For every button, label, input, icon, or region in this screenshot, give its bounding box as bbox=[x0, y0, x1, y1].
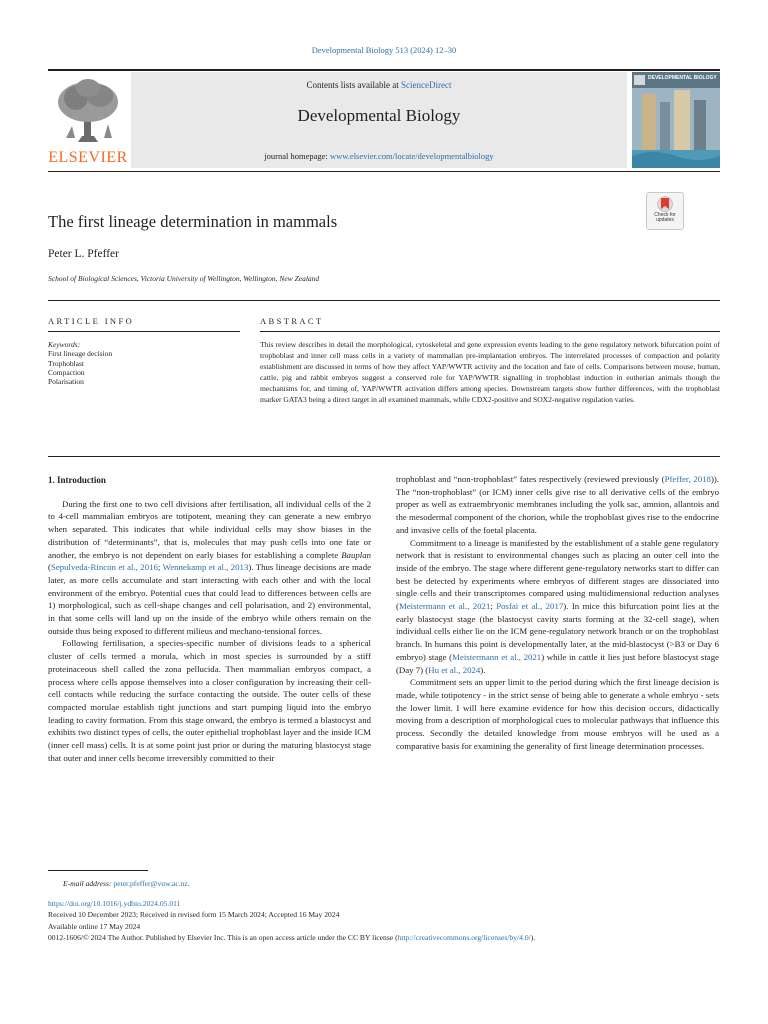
journal-cover-thumbnail[interactable] bbox=[632, 72, 720, 168]
citation-link[interactable]: Meistermann et al., 2021 bbox=[452, 651, 542, 662]
author-affiliation: School of Biological Sciences, Victoria University of Wellington, Wellington, New Zealand bbox=[48, 274, 320, 283]
contents-line bbox=[131, 80, 627, 90]
journal-title: Developmental Biology bbox=[297, 106, 461, 125]
body-column-left bbox=[48, 474, 371, 764]
footnotes bbox=[48, 878, 720, 943]
homepage-link[interactable]: www.elsevier.com/locate/developmentalbiology bbox=[329, 151, 494, 161]
keywords-block bbox=[48, 340, 240, 386]
article-info-rule bbox=[48, 331, 240, 332]
citation-link[interactable]: Meistermann et al., 2021 bbox=[398, 601, 491, 612]
email-link[interactable]: peter.pfeffer@vuw.ac.nz bbox=[113, 879, 188, 888]
contents-prefix: Contents lists available at bbox=[306, 80, 401, 90]
keyword-item: Trophoblast bbox=[48, 358, 84, 368]
article-info-heading: ARTICLE INFO bbox=[48, 316, 135, 326]
received-dates: Received 10 December 2023; Received in revised form 15 March 2024; Accepted 16 May 2024 bbox=[48, 910, 340, 920]
doi-link-line bbox=[48, 898, 720, 909]
doi-link[interactable]: https://doi.org/10.1016/j.ydbio.2024.05.011 bbox=[48, 899, 181, 909]
citation-link[interactable]: Wennekamp et al., 2013 bbox=[162, 562, 249, 573]
body-paragraph: Following fertilisation, a species-specific number of divisions leads to a spherical cluster of cells termed a morula, which in most species is surrounded by a stiff proteinaceous shell called the zona pellucida. Then mammalian embryos compact, a process where cells appose themselves into a closer configuration by increasing their cell-cell contacts while reducing the surface contacting the outside. The outer cells of these compacted morulae establish tight junctions and start pumping liquid into the embryo leading to cavity formation. From this stage onward, the embryo is termed a blastocyst and exhibits two distinct types of cells, the outer epithelial trophoblast layer and the inside ICM (inner cell mass) cells. It is at some point just prior or during the maturing blastocyst stage that outer and inner cells become irreversibly committed to their bbox=[48, 638, 371, 763]
section-heading-introduction: 1. Introduction bbox=[48, 475, 106, 485]
abstract-text: This review describes in detail the morphological, cytoskeletal and gene expression events leading to the gene regulatory network bifurcation point of trophoblast and inner cell mass cells in a variety of mammalian pre-implantation embryos. The interrelated processes of compaction and polarity establishment are discussed in terms of how they affect YAP/WWTR activity and the location and fate of cells. Comparisons between mouse, human, cattle, pig and rabbit embryos suggest a conserved role for YAP/WWTR signalling in trophoblast induction in eutherian animals though the mechanisms for, and timing of, YAP/WWTR activation differs among species. Downstream targets show further differences, with the trophoblast marker GATA3 being a direct target in all examined mammals, while CDX2-positive and SOX2-negative regulation varies. bbox=[260, 340, 720, 404]
license-line: 0012-1606/© 2024 The Author. Published by Elsevier Inc. This is an open access article under the CC BY license (http://creativecommons.org/licenses/by/4.0/). bbox=[48, 932, 536, 942]
journal-reference[interactable]: Developmental Biology 513 (2024) 12–30 bbox=[311, 45, 457, 55]
homepage-label: journal homepage: bbox=[264, 151, 330, 161]
abstract-rule bbox=[260, 331, 720, 332]
sciencedirect-link[interactable]: ScienceDirect bbox=[401, 80, 452, 90]
footnote-rule bbox=[48, 870, 148, 871]
title-rule bbox=[48, 300, 720, 301]
journal-homepage-line bbox=[131, 151, 627, 161]
cover-title: DEVELOPMENTAL BIOLOGY bbox=[648, 75, 717, 81]
body-paragraph: During the first one to two cell divisions after fertilisation, all individual cells of the 2 to 4-cell mammalian embryos are totipotent, meaning they can generate a new embryo when separated. This indicates that while individual cells may show biases in the distribution of “determinants”, that is, molecules that may push cells into one fate or another, the embryo is not dependent on early biases for establishing a complete Bauplan (Sepulveda-Rincon et al., 2016; Wennekamp et al., 2013). Thus lineage decisions are made later, as more cells accumulate and start interacting with each other and with the local environment of the embryo. Potential cues that could lead to differences between cells are 1) morphological, such as cell-shape changes and cell polarisation, and 2) environmental, in that some cells will land up on the inside of the embryo while others remain on the outside thus being exposed to different milieus and mechano-tensional forces. bbox=[48, 498, 371, 636]
cover-image bbox=[632, 72, 720, 168]
email-footnote: E-mail address: peter.pfeffer@vuw.ac.nz. bbox=[63, 879, 190, 888]
keyword-item: Compaction bbox=[48, 367, 85, 377]
abstract-bottom-rule bbox=[48, 456, 720, 457]
citation-link[interactable]: Posfai et al., 2017 bbox=[496, 601, 564, 612]
check-updates-label: Check for updates bbox=[654, 212, 676, 223]
elsevier-wordmark: ELSEVIER bbox=[48, 149, 128, 166]
header-bottom-rule bbox=[48, 171, 720, 172]
author-name: Peter L. Pfeffer bbox=[48, 248, 119, 260]
keyword-item: Polarisation bbox=[48, 377, 84, 387]
license-link[interactable]: http://creativecommons.org/licenses/by/4.0/ bbox=[397, 932, 531, 942]
bookmark-icon bbox=[647, 193, 683, 213]
check-for-updates-badge[interactable] bbox=[646, 192, 684, 230]
abstract-heading: ABSTRACT bbox=[260, 316, 324, 326]
body-paragraph: Commitment to a lineage is manifested by the establishment of a stable gene regulatory network that is resistant to environmental changes such as placing an outer cell into the inside of the embryo. The stage where different gene-regulatory networks start to differ can best be detected by experiments where embryos of different stages are dissociated into single cells and their transcriptomes compared using multidimensional reduction analyses (Meistermann et al., 2021; Posfai et al., 2017). In mice this bifurcation point lies at the early blastocyst stage (the blastocyst cavity starts forming at the 32-cell stage), when individual cells either lie on the ICM gene-regulatory network branch or on the trophoblast branch. In humans this point is developmentally later, at the mid-blastocyst (>B3 or Day 6 embryo) stage (Meistermann et al., 2021) while in cattle it lies just before blastocyst stage (Day 7) (Hu et al., 2024). bbox=[396, 537, 719, 675]
tree-icon bbox=[48, 76, 128, 148]
header-top-rule bbox=[48, 69, 720, 71]
citation-link[interactable]: Hu et al., 2024 bbox=[428, 664, 481, 675]
body-column-right bbox=[396, 473, 719, 752]
article-title: The first lineage determination in mammals bbox=[48, 212, 338, 231]
citation-link[interactable]: Sepulveda-Rincon et al., 2016 bbox=[50, 562, 158, 573]
body-paragraph: trophoblast and “non-trophoblast” fates respectively (reviewed previously (Pfeffer, 2018)). The “non-trophoblast” (or ICM) inner cells give rise to all derivative cells of the embryo proper as well as extraembryonic membranes including the yolk sac, amnion, allantois and the mesodermal component of the chorion, while the trophoblast gives rise to the endocrine and invasive cells of the foetal placenta. bbox=[396, 474, 719, 535]
available-online-date: Available online 17 May 2024 bbox=[48, 921, 141, 931]
citation-link[interactable]: Pfeffer, 2018 bbox=[664, 474, 711, 484]
body-paragraph: Commitment sets an upper limit to the period during which the first lineage decision is made, while totipotency - in the strict sense of being able to generate a whole embryo - sets the lower limit. I will here examine evidence for how this decision occurs, didactically moving from a description of morphological cues to molecular pathways that influence this process. Secondly the detailed knowledge from mouse embryos will be used as a comparative basis for examining the generality of first lineage determination processes. bbox=[396, 677, 719, 751]
keyword-item: First lineage decision bbox=[48, 349, 113, 359]
keywords-label: Keywords: bbox=[48, 340, 81, 349]
